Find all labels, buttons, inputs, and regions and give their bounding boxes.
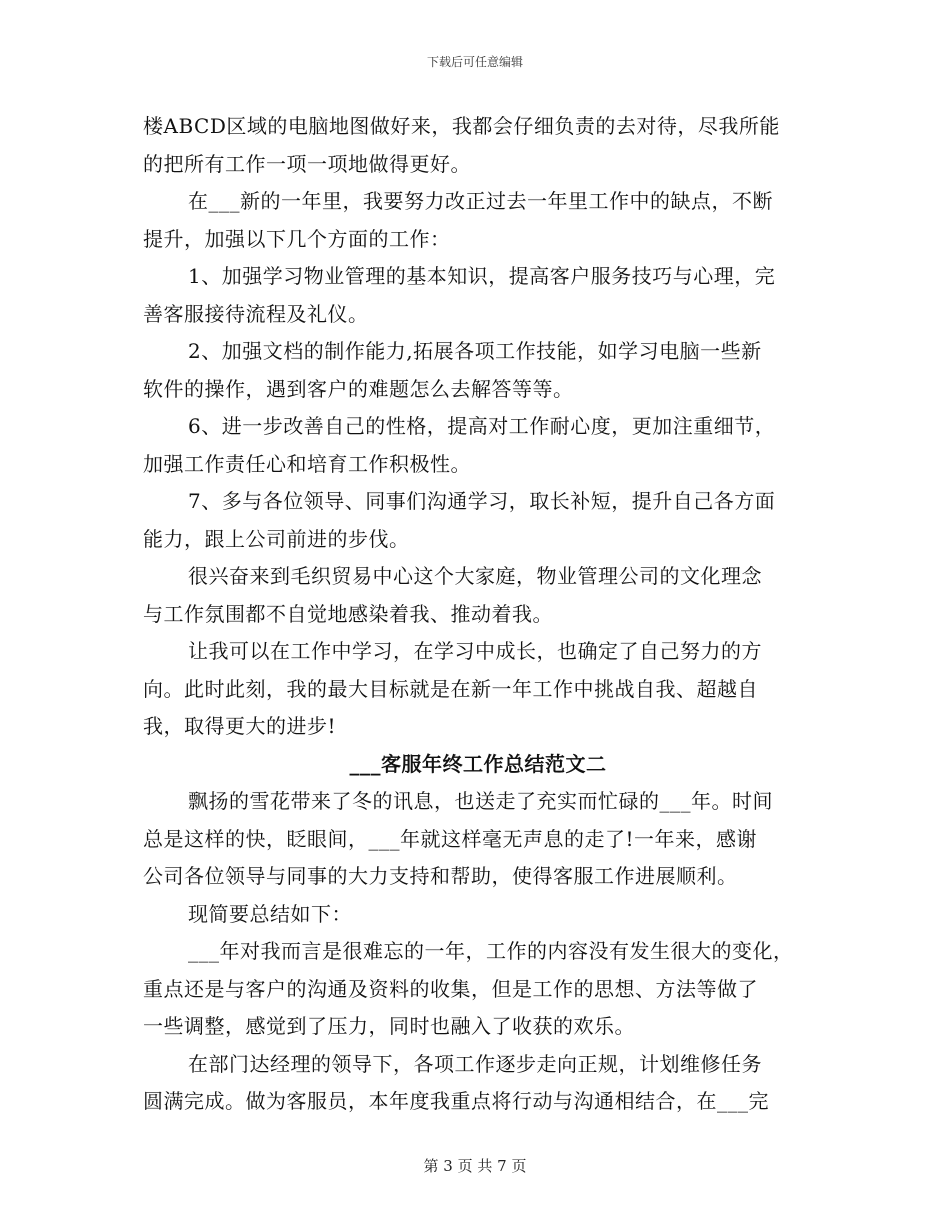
text-line: 飘扬的雪花带来了冬的讯息，也送走了充实而忙碌的___年。时间 bbox=[188, 789, 773, 813]
text-line: 总是这样的快，眨眼间，___年就这样毫无声息的走了!一年来，感谢 bbox=[143, 826, 758, 851]
text-line: 能力，跟上公司前进的步伐。 bbox=[143, 526, 410, 551]
text-line: 很兴奋来到毛织贸易中心这个大家庭，物业管理公司的文化理念 bbox=[188, 564, 762, 588]
text-line: 一些调整，感觉到了压力，同时也融入了收获的欢乐。 bbox=[143, 1014, 635, 1038]
text-line: 圆满完成。做为客服员，本年度我重点将行动与沟通相结合，在___完 bbox=[143, 1089, 769, 1113]
text-line: 我，取得更大的进步! bbox=[143, 714, 337, 738]
text-line: 7、多与各位领导、同事们沟通学习，取长补短，提升自己各方面 bbox=[188, 489, 776, 513]
text-line: 6、进一步改善自己的性格，提高对工作耐心度，更加注重细节， bbox=[188, 414, 776, 438]
text-line: 提升，加强以下几个方面的工作： bbox=[143, 226, 451, 251]
text-line: 让我可以在工作中学习，在学习中成长，也确定了自己努力的方 bbox=[188, 639, 762, 663]
section-title: ___客服年终工作总结范文二 bbox=[349, 751, 607, 776]
text-line: 善客服接待流程及礼仪。 bbox=[143, 301, 369, 326]
text-line: 楼ABCD区域的电脑地图做好来，我都会仔细负责的去对待，尽我所能 bbox=[143, 114, 780, 138]
text-line: ___年对我而言是很难忘的一年，工作的内容没有发生很大的变化， bbox=[188, 939, 794, 963]
text-line: 公司各位领导与同事的大力支持和帮助，使得客服工作进展顺利。 bbox=[143, 864, 738, 888]
page-header: 下载后可任意编辑 bbox=[426, 55, 523, 69]
text-line: 现简要总结如下： bbox=[188, 901, 352, 926]
text-line: 的把所有工作一项一项地做得更好。 bbox=[143, 151, 471, 176]
document-body bbox=[143, 108, 813, 1121]
text-line: 1、加强学习物业管理的基本知识，提高客户服务技巧与心理，完 bbox=[188, 264, 776, 288]
text-line: 向。此时此刻，我的最大目标就是在新一年工作中挑战自我、超越自 bbox=[143, 676, 758, 701]
text-line: 在___新的一年里，我要努力改正过去一年里工作中的缺点，不断 bbox=[188, 189, 773, 213]
text-line: 与工作氛围都不自觉地感染着我、推动着我。 bbox=[143, 601, 553, 626]
text-line: 加强工作责任心和培育工作积极性。 bbox=[143, 451, 471, 476]
text-line: 重点还是与客户的沟通及资料的收集，但是工作的思想、方法等做了 bbox=[143, 976, 758, 1001]
text-line: 2、加强文档的制作能力,拓展各项工作技能，如学习电脑一些新 bbox=[188, 339, 762, 363]
text-line: 软件的操作，遇到客户的难题怎么去解答等等。 bbox=[143, 376, 574, 401]
page-footer: 第 3 页 共 7 页 bbox=[423, 1157, 527, 1175]
text-line: 在部门达经理的领导下，各项工作逐步走向正规，计划维修任务 bbox=[188, 1051, 762, 1076]
